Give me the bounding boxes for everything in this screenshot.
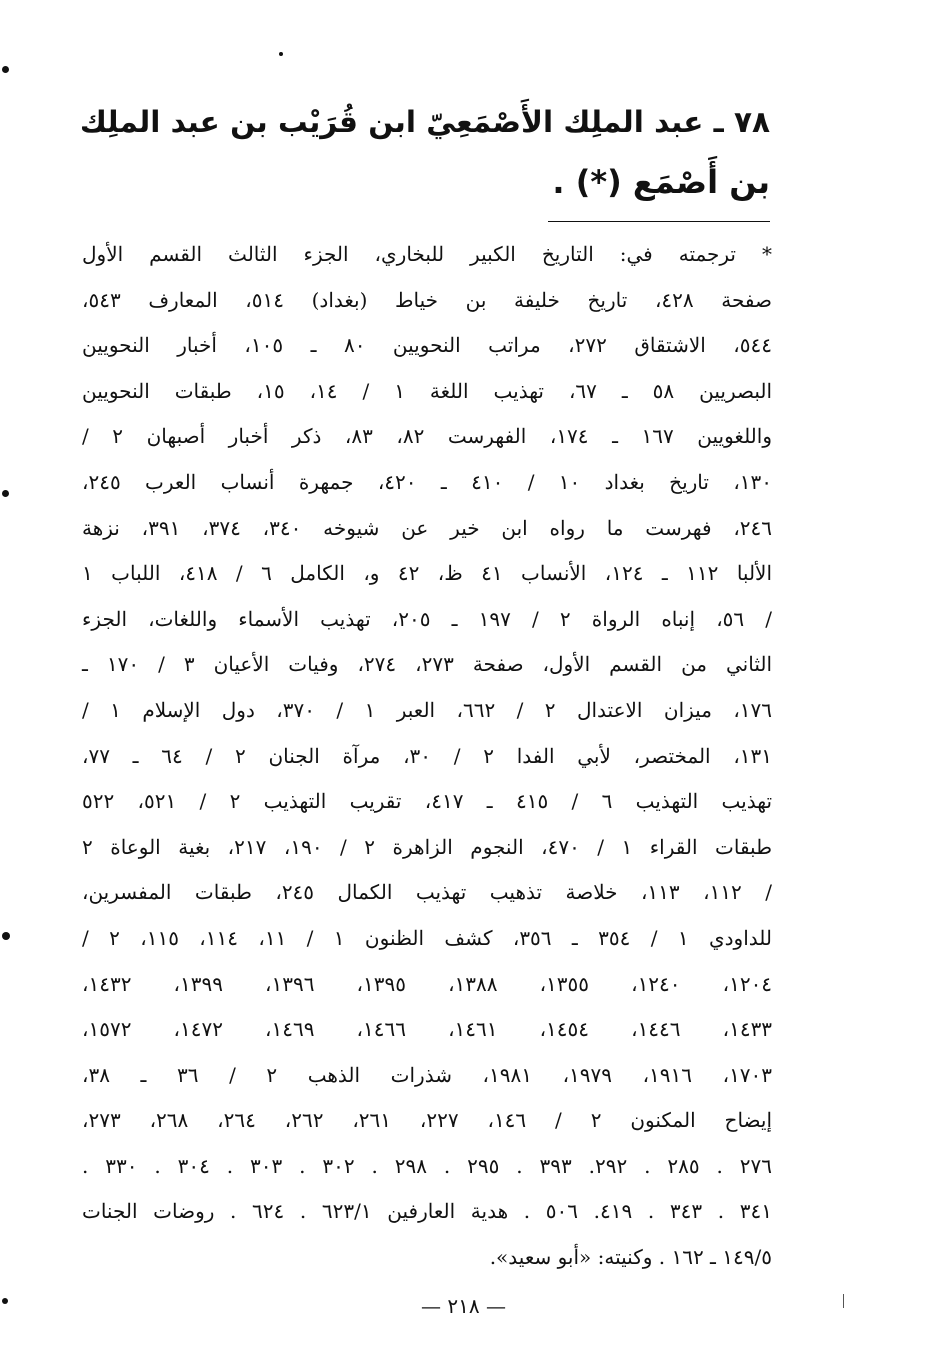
footnote-line: صفحة ٤٢٨، تاريخ خليفة بن خياط (بغداد) ٥١٤، المعارف ٥٤٣، [82, 287, 772, 312]
footnote-line: * ترجمته في: التاريخ الكبير للبخاري، الجزء الثالث القسم الأول [82, 242, 772, 266]
scan-speck [2, 932, 10, 940]
heading-line: ٧٨ ـ عبد الملِك الأَصْمَعِيّ ابن قُرَيْب بن عبد الملِك [79, 105, 770, 139]
footnote-line: / ٥٦، إنباه الرواة ٢ / ١٩٧ ـ ٢٠٥، تهذيب الأسماء واللغات، الجزء [82, 606, 773, 631]
footnote-line: ٢٤٦، فهرست ما رواه ابن خير عن شيوخه ٣٤٠، ٣٧٤، ٣٩١، نزهة [82, 515, 773, 540]
scan-speck [279, 52, 283, 56]
footnote-line: ٣٤١ . ٣٤٣ . ٤١٩. ٥٠٦ . هدية العارفين ٦٢٣/١ . ٦٢٤ . روضات الجنات [82, 1199, 773, 1224]
footnote-text [82, 232, 772, 1281]
heading-line: بن أَصْمَع (*) . [552, 163, 770, 201]
footnote-line: للداودي ١ / ٣٥٤ ـ ٣٥٦، كشف الظنون ١ / ١١، ١١٤، ١١٥، ٢ / [82, 925, 772, 950]
footnote-line: الألبا ١١٢ ـ ١٢٤، الأنساب ٤١ ظ، ٤٢ و، الكامل ٦ / ٤١٨، اللباب ١ [82, 561, 773, 586]
footnote-line: ١٧٠٣، ١٩١٦، ١٩٧٩، ١٩٨١، شذرات الذهب ٢ / ٣٦ ـ ٣٨، [82, 1062, 773, 1087]
footnote-line: ١٣٠، تاريخ بغداد ١٠ / ٤١٠ ـ ٤٢٠، جمهرة أنساب العرب ٢٤٥، [82, 469, 773, 494]
footnote-line: الثاني من القسم الأول، صفحة ٢٧٣، ٢٧٤، وفيات الأعيان ٣ / ١٧٠ ـ [82, 652, 773, 677]
footnote-line: البصريين ٥٨ ـ ٦٧، تهذيب اللغة ١ / ١٤، ١٥، طبقات النحويين [82, 378, 773, 403]
footnote-line: ٢٧٦ . ٢٨٥ . ٢٩٢. ٣٩٣ . ٢٩٥ . ٢٩٨ . ٣٠٢ . ٣٠٣ . ٣٠٤ . ٣٣٠ . [82, 1153, 772, 1178]
footnote-line: ١٤٣٣، ١٤٤٦، ١٤٥٤، ١٤٦١، ١٤٦٦، ١٤٦٩، ١٤٧٢، ١٥٧٢، [82, 1017, 773, 1042]
footnote-line: تهذيب التهذيب ٦ / ٤١٥ ـ ٤١٧، تقريب التهذيب ٢ / ٥٢١، ٥٢٢ [82, 789, 773, 814]
footnote-separator [548, 221, 770, 222]
entry-heading [80, 92, 770, 212]
footnote-line: ١٧٦، ميزان الاعتدال ٢ / ٦٦٢، العبر ١ / ٣٧٠، دول الإسلام ١ / [82, 697, 773, 722]
scan-speck [2, 66, 9, 73]
footnote-line: ١٣١، المختصر، لأبي الفدا ٢ / ٣٠، مرآة الجنان ٢ / ٦٤ ـ ٧٧، [82, 743, 773, 768]
footnote-line: إيضاح المكنون ٢ / ١٤٦، ٢٢٧، ٢٦١، ٢٦٢، ٢٦٤، ٢٦٨، ٢٧٣، [82, 1108, 772, 1133]
page-number: — ٢١٨ — [421, 1294, 506, 1318]
footnote-line: ٥٤٤، الاشتقاق ٢٧٢، مراتب النحويين ٨٠ ـ ١٠٥، أخبار النحويين [82, 333, 772, 358]
scan-speck [2, 490, 9, 497]
footnote-line: ١٢٠٤، ١٢٤٠، ١٣٥٥، ١٣٨٨، ١٣٩٥، ١٣٩٦، ١٣٩٩، ١٤٣٢، [82, 971, 773, 996]
footnote-line: ١٤٩/٥ ـ ١٦٢ . وكنيته: «أبو سعيد». [489, 1245, 772, 1270]
footnote-line: / ١١٢، ١١٣، خلاصة تذهيب تهذيب الكمال ٢٤٥، طبقات المفسرين، [82, 880, 772, 905]
footnote-line: طبقات القراء ١ / ٤٧٠، النجوم الزاهرة ٢ / ١٩٠، ٢١٧، بغية الوعاة ٢ [82, 834, 773, 859]
footnote-line: واللغويين ١٦٧ ـ ١٧٤، الفهرست ٨٢، ٨٣، ذكر أخبار أصبهان ٢ / [82, 424, 772, 449]
